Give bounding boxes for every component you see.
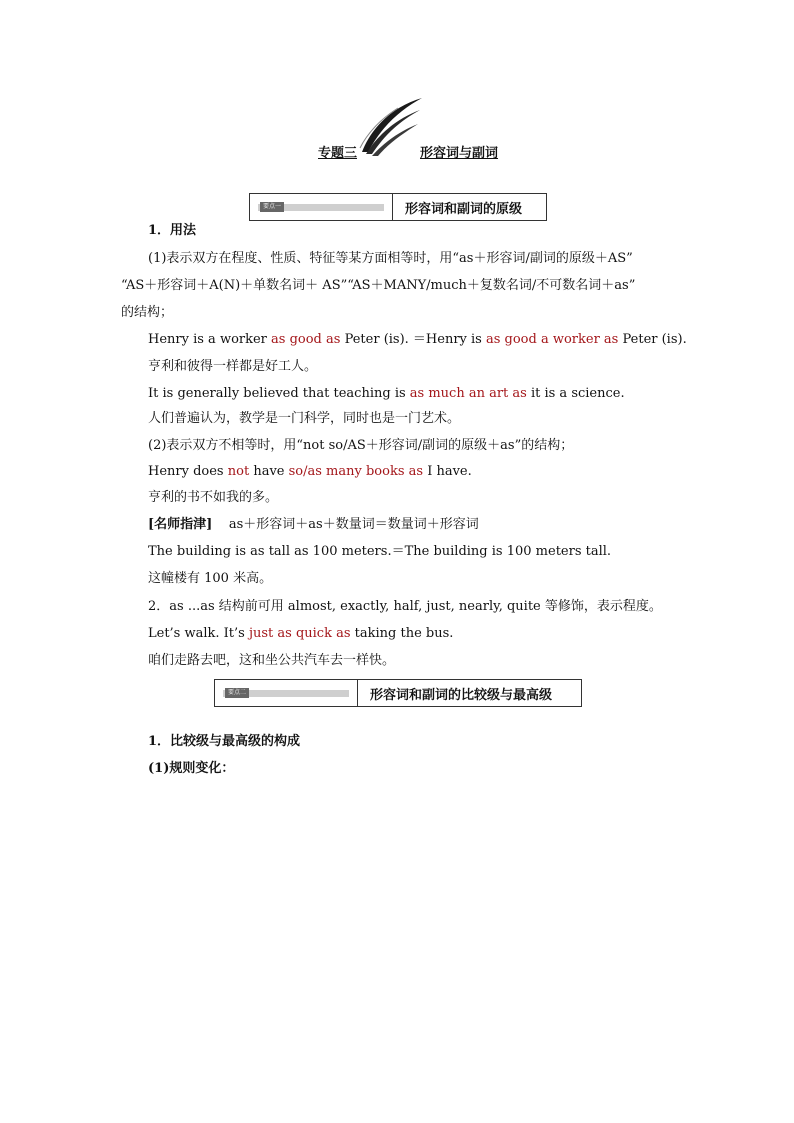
example-highlight: as much an art as bbox=[409, 386, 527, 401]
example-text: taking the bus. bbox=[350, 626, 454, 641]
rule-1-line-3: 的结构； bbox=[121, 305, 174, 320]
example-2-translation: 人们普遍认为，教学是一门科学，同时也是一门艺术。 bbox=[148, 411, 461, 426]
example-3-translation: 亨利的书不如我的多。 bbox=[148, 490, 279, 505]
example-text: have bbox=[249, 464, 289, 479]
heading-usage: 1．用法 bbox=[148, 223, 197, 238]
topic-title: 形容词与副词 bbox=[420, 146, 499, 161]
heading-comparison-forms: 1．比较级与最高级的构成 bbox=[148, 734, 301, 749]
topic-number: 专题三 bbox=[318, 146, 358, 161]
section-tag-2 bbox=[215, 680, 358, 706]
teacher-tip bbox=[148, 516, 479, 534]
tip-text: as＋形容词＋as＋数量词＝数量词＋形容词 bbox=[228, 517, 479, 532]
example-text: Henry does bbox=[148, 464, 228, 479]
rule-2: (2)表示双方不相等时，用“not so/AS＋形容词/副词的原级＋as”的结构； bbox=[148, 438, 574, 453]
example-1 bbox=[148, 331, 687, 349]
example-highlight: just as quick as bbox=[248, 626, 351, 641]
example-5-translation: 咱们走路去吧，这和坐公共汽车去一样快。 bbox=[148, 653, 396, 668]
section-tag-label: 要点一 bbox=[260, 202, 284, 212]
example-text: I have. bbox=[423, 464, 472, 479]
example-text: Let’s walk. It’s bbox=[148, 626, 249, 641]
example-text: Peter (is). bbox=[618, 332, 687, 347]
example-highlight: as good as bbox=[271, 332, 341, 347]
section-title-1: 形容词和副词的原级 bbox=[405, 201, 523, 217]
section-title-2: 形容词和副词的比较级与最高级 bbox=[370, 687, 553, 703]
page-header bbox=[0, 142, 794, 166]
example-text: Peter (is). ＝Henry is bbox=[340, 332, 486, 347]
example-4-translation: 这幢楼有 100 米高。 bbox=[148, 571, 273, 586]
point-2: 2．as ...as 结构前可用 almost, exactly, half, just, nearly, quite 等修饰，表示程度。 bbox=[148, 599, 662, 614]
example-5 bbox=[148, 625, 453, 643]
example-text: Henry is a worker bbox=[148, 332, 272, 347]
example-4: The building is as tall as 100 meters.＝The building is 100 meters tall. bbox=[148, 544, 612, 559]
section-tag-label: 要点二 bbox=[225, 688, 249, 698]
section-header-2 bbox=[214, 679, 582, 707]
tip-label: [名师指津] bbox=[148, 517, 213, 532]
example-text: it is a science. bbox=[526, 386, 625, 401]
example-1-translation: 亨利和彼得一样都是好工人。 bbox=[148, 359, 318, 374]
example-highlight: not bbox=[227, 464, 250, 479]
example-highlight: as good a worker as bbox=[485, 332, 619, 347]
section-header-1 bbox=[249, 193, 547, 221]
example-highlight: so/as many books as bbox=[288, 464, 424, 479]
rule-1-line-2: “AS＋形容词＋A(N)＋单数名词＋ AS”“AS＋MANY/much＋复数名词/不可数名词＋as” bbox=[121, 278, 636, 293]
example-3 bbox=[148, 463, 472, 481]
example-text: It is generally believed that teaching is bbox=[148, 386, 410, 401]
example-2 bbox=[148, 385, 625, 403]
section-tag-1 bbox=[250, 194, 393, 220]
regular-changes-heading: (1)规则变化： bbox=[148, 761, 235, 776]
rule-1-line-1: (1)表示双方在程度、性质、特征等某方面相等时，用“as＋形容词/副词的原级＋AS” bbox=[148, 251, 633, 266]
